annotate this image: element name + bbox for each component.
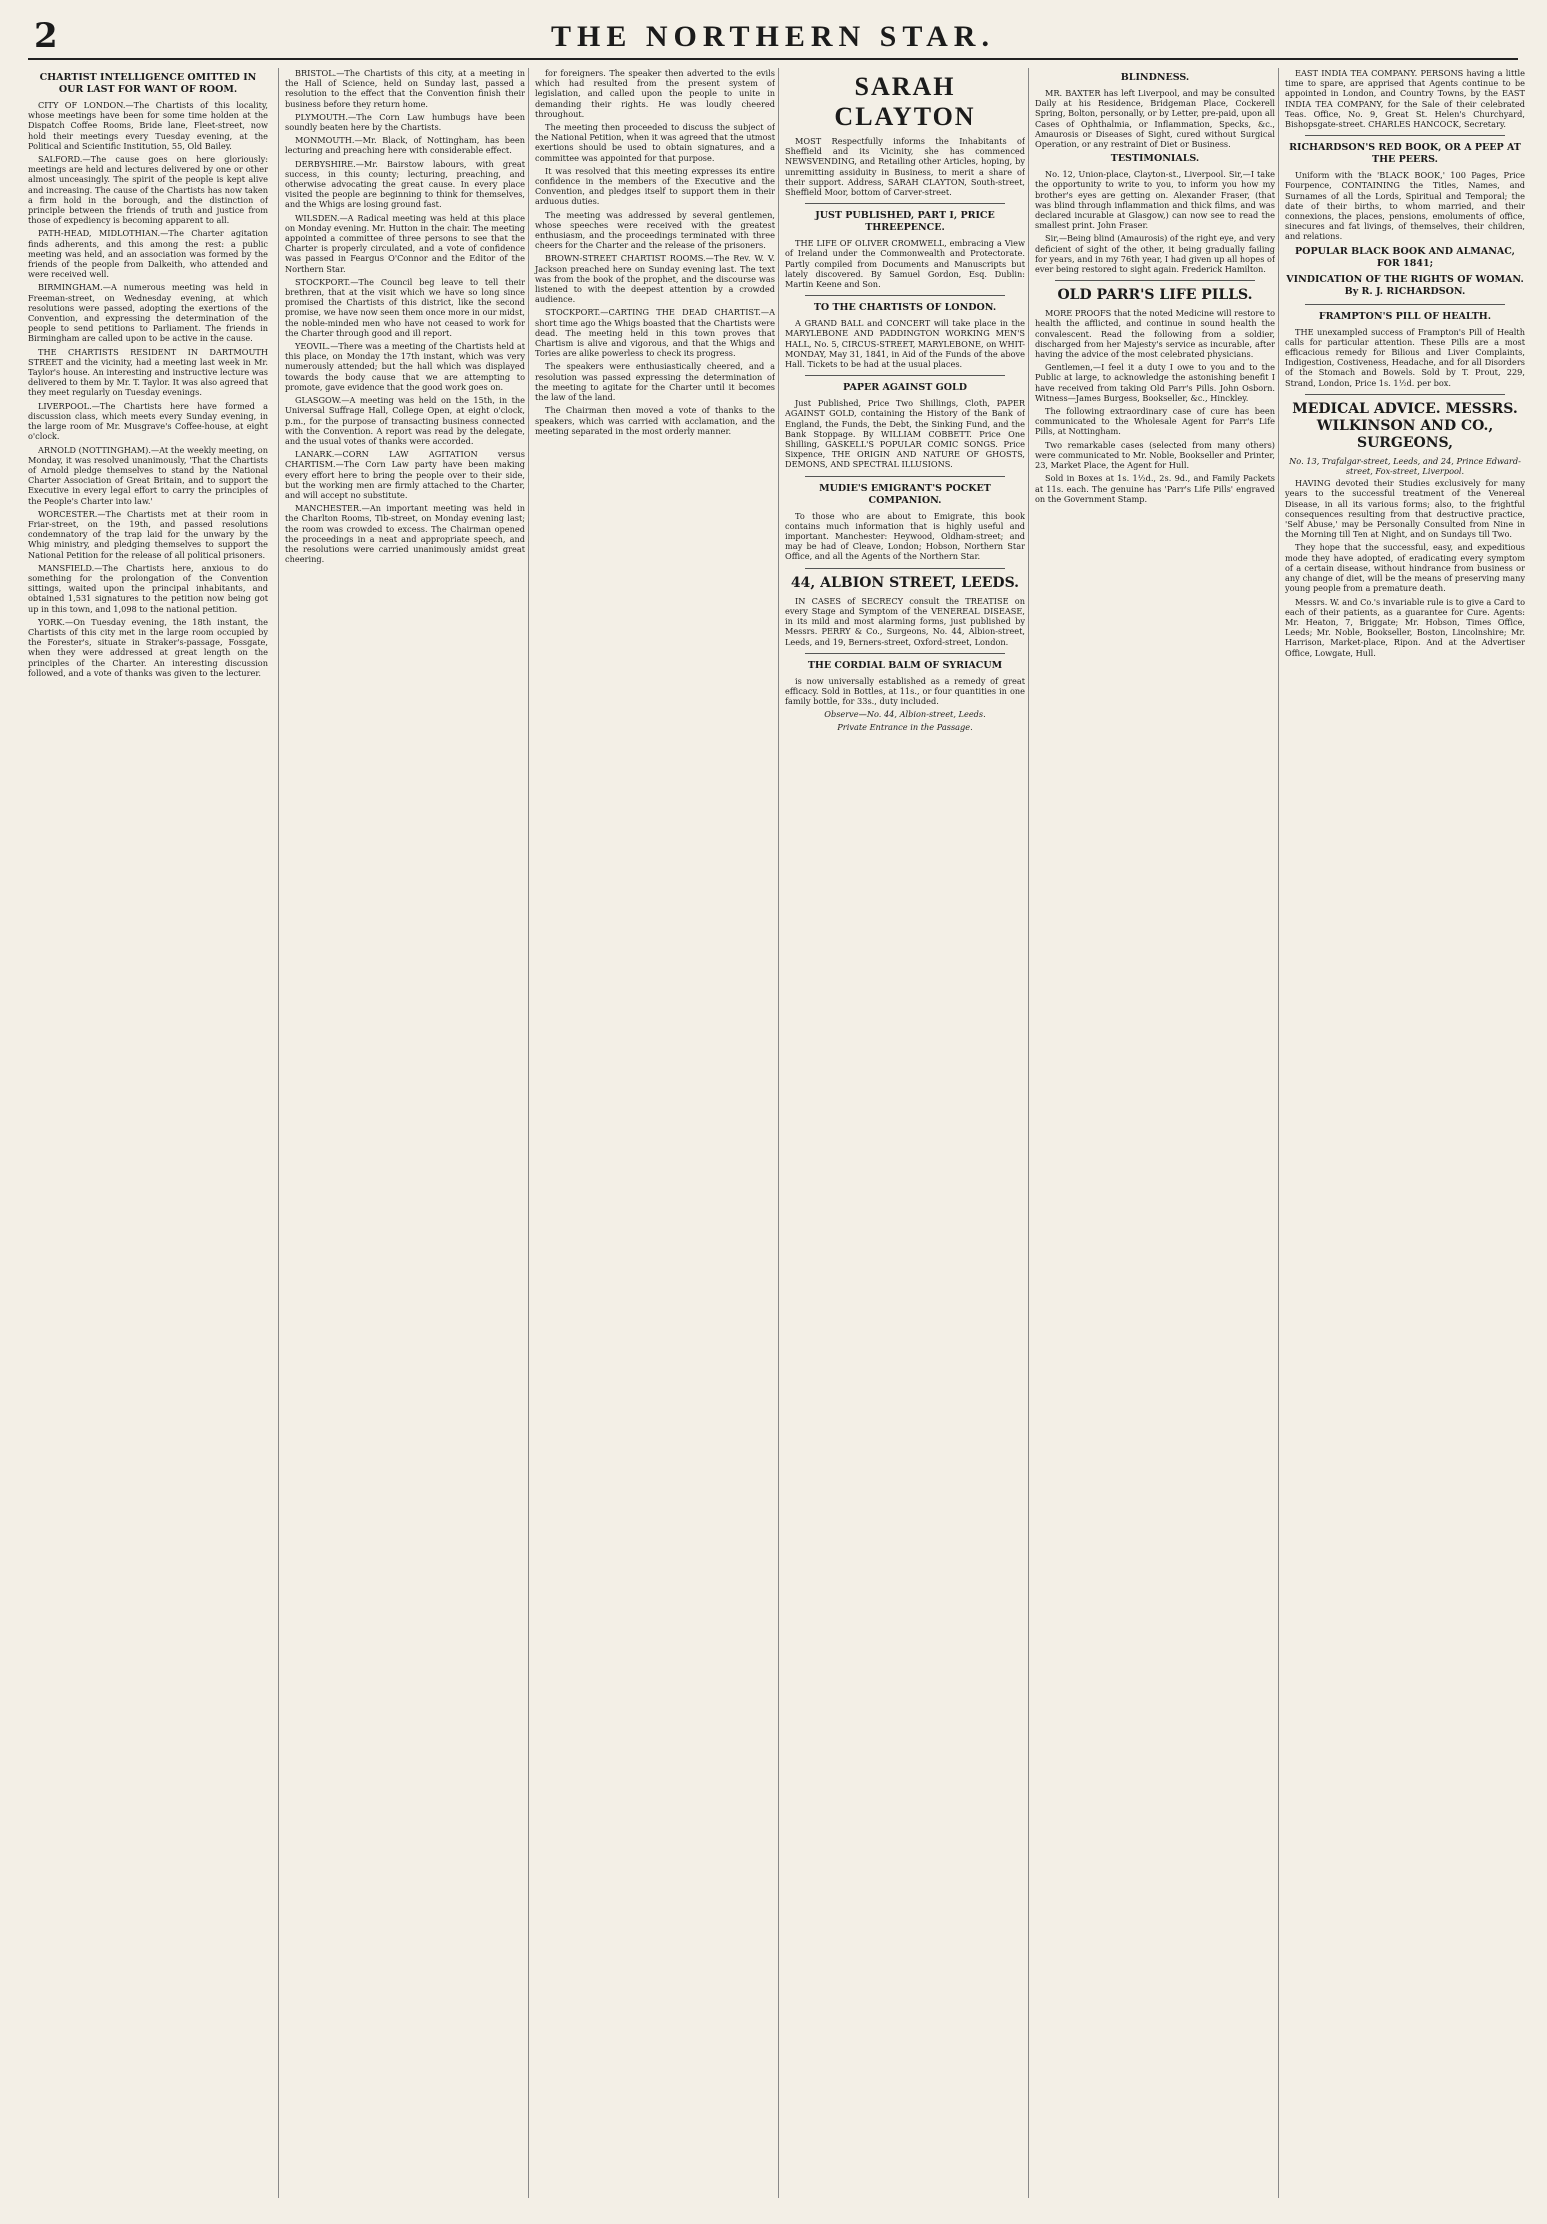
article-paragraph: YEOVIL.—There was a meeting of the Chartists held at this place, on Monday the 17th instant, which was very numerously attended; but the hall which was displayed towards the body cause that we are attempting to promote, gave evidence that the good work goes on.: [285, 341, 525, 392]
ad-text: is now universally established as a remedy of great efficacy. Sold in Bottles, at 11s., or four quantities in one family bottle, for 33s., duty included.: [785, 675, 1025, 707]
ad-text: No. 12, Union-place, Clayton-st., Liverpool. Sir,—I take the opportunity to write to you, to inform you how my brother's eyes are getting on. Alexander Fraser, (that was blind through inflammation and thick films, and was declared incurable at Glasgow,) can now see to read the smallest print. John Fraser.: [1035, 169, 1275, 231]
columns: [28, 68, 1525, 2208]
article-paragraph: It was resolved that this meeting expresses its entire confidence in the members of the Executive and the Convention, and pledges itself to support them in their arduous duties.: [535, 165, 775, 207]
column-6: [1278, 68, 1525, 2198]
ad-heading-framptons: FRAMPTON'S PILL OF HEALTH.: [1318, 310, 1492, 322]
ad-text: Gentlemen,—I feel it a duty I owe to you and to the Public at large, to acknowledge the astonishing benefit I have received from taking Old Parr's Pills. John Osborn. Witness—James Burgess, Bookseller, &c., Hinckley.: [1035, 362, 1275, 403]
article-paragraph: CITY OF LONDON.—The Chartists of this locality, whose meetings have been for some time holden at the Dispatch Coffee Rooms, Bride lane, Fleet-street, now hold their meetings every Tuesday evening, at the Political and Scientific Institution, 55, Old Bailey.: [28, 100, 268, 151]
divider: [1305, 304, 1505, 305]
paper-title: THE NORTHERN STAR.: [551, 20, 995, 53]
divider: [1305, 135, 1505, 136]
divider: [1305, 394, 1505, 395]
article-paragraph: The meeting was addressed by several gentlemen, whose speeches were received with the greatest enthusiasm, and the proceedings terminated with three cheers for the Charter and the release of the prisoners.: [535, 209, 775, 251]
divider: [805, 295, 1005, 296]
divider: [805, 476, 1005, 477]
article-paragraph: YORK.—On Tuesday evening, the 18th instant, the Chartists of this city met in the large room occupied by the Forester's, situate in Straker's-passage, Fossgate, when they were addressed at great length on the principles of the Charter. An interesting discussion followed, and a vote of thanks was given to the lecturer.: [28, 616, 268, 678]
ad-footer: Observe—No. 44, Albion-street, Leeds.: [824, 709, 986, 720]
article-paragraph: WILSDEN.—A Radical meeting was held at this place on Monday evening. Mr. Hutton in the chair. The meeting appointed a committee of three persons to see that the Charter is properly circulated, and a vote of confidence was passed in Feargus O'Connor and the Editor of the Northern Star.: [285, 212, 525, 274]
ad-heading: PAPER AGAINST GOLD: [843, 382, 967, 394]
ad-text: Just Published, Price Two Shillings, Cloth, PAPER AGAINST GOLD, containing the History of the Bank of England, the Funds, the Debt, the Sinking Fund, and the Bank Stoppage. By WILLIAM COBBETT. Price One Shilling, GASKELL'S POPULAR COMIC SONGS. Price Sixpence, THE ORIGIN AND NATURE OF GHOSTS, DEMONS, AND SPECTRAL ILLUSIONS.: [785, 398, 1025, 470]
ad-heading: TO THE CHARTISTS OF LONDON.: [813, 302, 997, 314]
ad-text: MORE PROOFS that the noted Medicine will restore to health the afflicted, and continue in sound health the convalescent. Read the following from a soldier, discharged from her Majesty's service as incurable, after having the advice of the most celebrated physicians.: [1035, 308, 1275, 360]
article-paragraph: The speakers were enthusiastically cheered, and a resolution was passed expressing the determination of the meeting to agitate for the Charter until it becomes the law of the land.: [535, 361, 775, 403]
article-paragraph: WORCESTER.—The Chartists met at their room in Friar-street, on the 19th, and passed resolutions condemnatory of the trap laid for the unwary by the Whig ministry, and pledging themselves to support the National Petition for the release of all political prisoners.: [28, 508, 268, 560]
ad-text: The following extraordinary case of cure has been communicated to the Wholesale Agent for Parr's Life Pills, at Nottingham.: [1035, 406, 1275, 437]
article-paragraph: BIRMINGHAM.—A numerous meeting was held in Freeman-street, on Wednesday evening, at which resolutions were passed, adopting the exertions of the Convention, and expressing the determination of the people to send petitions to Parliament. The friends in Birmingham are called upon to be active in the cause.: [28, 282, 268, 344]
article-paragraph: MANSFIELD.—The Chartists here, anxious to do something for the prolongation of the Convention sittings, waited upon the principal inhabitants, and obtained 1,531 signatures to the petition now being got up in this town, and 1,098 to the national petition.: [28, 562, 268, 614]
article-paragraph: GLASGOW.—A meeting was held on the 15th, in the Universal Suffrage Hall, College Open, at eight o'clock, p.m., for the purpose of transacting business connected with the Convention. A report was read by the delegate, and the usual votes of thanks were accorded.: [285, 395, 525, 446]
article-paragraph: PATH-HEAD, MIDLOTHIAN.—The Charter agitation finds adherents, and this among the rest: a public meeting was held, and an association was formed by the friends of the people from Dalkeith, who attended and were received well.: [28, 228, 268, 280]
column-2: [278, 68, 525, 2198]
column-1: [28, 68, 268, 2198]
ad-text: EAST INDIA TEA COMPANY. PERSONS having a little time to spare, are apprised that Agents continue to be appointed in London, and Country Towns, by the EAST INDIA TEA COMPANY, for the Sale of their celebrated Teas. Office, No. 9, Great St. Helen's Churchyard, Bishopsgate-street. CHARLES HANCOCK, Secretary.: [1285, 68, 1525, 130]
divider: [805, 375, 1005, 376]
ad-text: THE LIFE OF OLIVER CROMWELL, embracing a View of Ireland under the Commonwealth and Protectorate. Partly compiled from Documents and Manuscripts but lately discovered. By Samuel Gordon, Esq. Dublin: Martin Keene and Son.: [785, 238, 1025, 290]
article-paragraph: PLYMOUTH.—The Corn Law humbugs have been soundly beaten here by the Chartists.: [285, 111, 525, 133]
article-paragraph: for foreigners. The speaker then adverted to the evils which had resulted from the present system of legislation, and called upon the people to unite in demanding their rights. He was loudly cheered throughout.: [535, 68, 775, 119]
article-paragraph: THE CHARTISTS RESIDENT IN DARTMOUTH STREET and the vicinity, had a meeting last week in Mr. Taylor's house. An interesting and instructive lecture was delivered to them by Mr. T. Taylor. It was also agreed that they meet regularly on Tuesday evenings.: [28, 346, 268, 398]
page-number: 2: [34, 16, 58, 56]
article-paragraph: LANARK.—CORN LAW AGITATION versus CHARTISM.—The Corn Law party have been making every effort here to bring the people over to their side, but the working men are firmly attached to the Charter, and will accept no substitute.: [285, 449, 525, 500]
ad-heading-medical-advice: MEDICAL ADVICE. MESSRS. WILKINSON AND CO., SURGEONS,: [1292, 400, 1518, 451]
article-paragraph: DERBYSHIRE.—Mr. Bairstow labours, with great success, in this county; lecturing, preaching, and otherwise advocating the great cause. In every place visited the people are beginning to think for themselves, and the Whigs are losing ground fast.: [285, 158, 525, 210]
ad-text: MOST Respectfully informs the Inhabitants of Sheffield and its Vicinity, she has commenced NEWSVENDING, and Retailing other Articles, hoping, by unremitting assiduity in Business, to merit a share of their support. Address, SARAH CLAYTON, South-street, Sheffield Moor, bottom of Carver-street.: [785, 136, 1025, 198]
article-paragraph: BROWN-STREET CHARTIST ROOMS.—The Rev. W. V. Jackson preached here on Sunday evening last. The text was from the book of the prophet, and the discourse was listened to with the deepest attention by a crowded audience.: [535, 253, 775, 305]
subheading-rights-of-woman: VINDICATION OF THE RIGHTS OF WOMAN. By R. J. RICHARDSON.: [1286, 273, 1524, 297]
article-paragraph: The Chairman then moved a vote of thanks to the speakers, which was carried with acclamation, and the meeting separated in the most orderly manner.: [535, 405, 775, 436]
subheading-testimonials: TESTIMONIALS.: [1110, 153, 1200, 165]
divider: [805, 653, 1005, 654]
ad-footer-entrance: Private Entrance in the Passage.: [837, 721, 973, 732]
ad-text: Sold in Boxes at 1s. 1½d., 2s. 9d., and Family Packets at 11s. each. The genuine has 'Parr's Life Pills' engraved on the Government Stamp.: [1035, 473, 1275, 504]
article-paragraph: STOCKPORT.—CARTING THE DEAD CHARTIST.—A short time ago the Whigs boasted that the Chartists were dead. The meeting held in this town proves that Chartism is alive and vigorous, and that the Whigs and Tories are alike powerless to check its progress.: [535, 307, 775, 359]
ad-text: A GRAND BALL and CONCERT will take place in the MARYLEBONE AND PADDINGTON WORKING MEN'S HALL, No. 5, CIRCUS-STREET, MARYLEBONE, on WHIT-MONDAY, May 31, 1841, in Aid of the Funds of the above Hall. Tickets to be had at the usual places.: [785, 318, 1025, 370]
column-3: [528, 68, 775, 2198]
ad-title-sarah-clayton: SARAH CLAYTON: [834, 72, 976, 131]
col1-heading: CHARTIST INTELLIGENCE OMITTED IN OUR LAST FOR WANT OF ROOM.: [39, 72, 257, 95]
ad-text: Messrs. W. and Co.'s invariable rule is to give a Card to each of their patients, as a guarantee for Cure. Agents: Mr. Heaton, 7, Briggate; Mr. Hobson, Times Office, Leeds; Mr. Noble, Bookseller, Boston, Lincolnshire; Mr. Harrison, Market-place, Ripon. And at the Advertiser Office, Lowgate, Hull.: [1285, 596, 1525, 658]
ad-text: Two remarkable cases (selected from many others) were communicated to Mr. Noble, Bookseller and Printer, 23, Market Place, the Agent for Hull.: [1035, 439, 1275, 471]
ad-text: MR. BAXTER has left Liverpool, and may be consulted Daily at his Residence, Bridgeman Place, Cockerell Spring, Bolton, personally, or by Letter, pre-paid, upon all Cases of Ophthalmia, or Inflammation, Specks, &c., Amaurosis or Diseases of Sight, cured without Surgical Operation, or any restraint of Diet or Business.: [1035, 88, 1275, 150]
subheading-black-book: POPULAR BLACK BOOK AND ALMANAC, FOR 1841;: [1295, 245, 1515, 269]
ad-text: IN CASES of SECRECY consult the TREATISE on every Stage and Symptom of the VENEREAL DISEASE, in its mild and most alarming forms, just published by Messrs. PERRY & Co., Surgeons, No. 44, Albion-street, Leeds, and 19, Berners-street, Oxford-street, London.: [785, 595, 1025, 647]
article-paragraph: SALFORD.—The cause goes on here gloriously: meetings are held and lectures delivered by one or other almost unceasingly. The spirit of the people is kept alive and increasing. The cause of the Chartists has now taken a firm hold in the borough, and the distinction of principle between the friends of truth and justice from those of expediency is becoming apparent to all.: [28, 154, 268, 226]
ad-address: No. 13, Trafalgar-street, Leeds, and 24, Prince Edward-street, Fox-street, Liverpool.: [1289, 455, 1521, 477]
divider: [805, 203, 1005, 204]
ad-text: Uniform with the 'BLACK BOOK,' 100 Pages, Price Fourpence, CONTAINING the Titles, Names, and Surnames of all the Lords, Spiritual and Temporal; the date of their births, to whom married, and their connexions, the places, pensions, emoluments of office, sinecures and fat livings, of themselves, their children, and relations.: [1285, 170, 1525, 242]
ad-heading-red-book: RICHARDSON'S RED BOOK, OR A PEEP AT THE PEERS.: [1289, 142, 1521, 166]
ad-heading: THE CORDIAL BALM OF SYRIACUM: [807, 659, 1003, 671]
article-paragraph: MANCHESTER.—An important meeting was held in the Charlton Rooms, Tib-street, on Monday evening last; the room was crowded to excess. The Chairman opened the proceedings in a neat and appropriate speech, and the resolutions were carried unanimously amidst great cheering.: [285, 503, 525, 565]
divider: [1055, 280, 1255, 281]
divider: [805, 568, 1005, 569]
ad-heading: MUDIE'S EMIGRANT'S POCKET COMPANION.: [819, 482, 991, 506]
ad-heading-old-parrs: OLD PARR'S LIFE PILLS.: [1057, 287, 1253, 304]
column-4: [778, 68, 1025, 2198]
ad-heading-albion-street: 44, ALBION STREET, LEEDS.: [790, 574, 1020, 591]
article-paragraph: LIVERPOOL.—The Chartists here have formed a discussion class, which meets every Sunday evening, in the large room of Mr. Musgrave's Coffee-house, at eight o'clock.: [28, 400, 268, 442]
masthead: [28, 14, 1518, 60]
ad-text: THE unexampled success of Frampton's Pill of Health calls for particular attention. These Pills are a most efficacious remedy for Bilious and Liver Complaints, Indigestion, Costiveness, Headache, and for all Disorders of the Stomach and Bowels. Sold by T. Prout, 229, Strand, London, Price 1s. 1½d. per box.: [1285, 326, 1525, 388]
ad-text: Sir,—Being blind (Amaurosis) of the right eye, and very deficient of sight of the other, it being gradually failing for years, and in my 76th year, I had given up all hopes of ever being restored to sight again. Frederick Hamilton.: [1035, 233, 1275, 275]
ad-text: They hope that the successful, easy, and expeditious mode they have adopted, of eradicating every symptom of a certain disease, without hindrance from business or any change of diet, will be the means of preserving many young people from a premature death.: [1285, 542, 1525, 594]
column-5: [1028, 68, 1275, 2198]
ad-text: HAVING devoted their Studies exclusively for many years to the successful treatment of the Venereal Disease, in all its various forms; also, to the frightful consequences resulting from that destructive practice, 'Self Abuse,' may be Personally Consulted from Nine in the Morning till Ten at Night, and on Sundays till Two.: [1285, 478, 1525, 540]
article-paragraph: ARNOLD (NOTTINGHAM).—At the weekly meeting, on Monday, it was resolved unanimously, 'That the Chartists of Arnold pledge themselves to stand by the National Charter Association of Great Britain, and to support the Executive in every legal effort to carry the principles of the People's Charter into law.': [28, 444, 268, 506]
article-paragraph: MONMOUTH.—Mr. Black, of Nottingham, has been lecturing and preaching here with considerable effect.: [285, 135, 525, 156]
ad-heading: JUST PUBLISHED, PART I, PRICE THREEPENCE.: [815, 210, 995, 234]
article-paragraph: BRISTOL.—The Chartists of this city, at a meeting in the Hall of Science, held on Sunday last, passed a resolution to the effect that the Convention finish their business before they return home.: [285, 68, 525, 109]
ad-heading-blindness: BLINDNESS.: [1120, 72, 1190, 83]
article-paragraph: STOCKPORT.—The Council beg leave to tell their brethren, that at the visit which we have so long since promised the Chartists of this district, like the second promise, we have now seen them once more in our midst, the noble-minded men who have not ceased to work for the Charter through good and ill report.: [285, 276, 525, 338]
article-paragraph: The meeting then proceeded to discuss the subject of the National Petition, when it was agreed that the utmost exertions should be used to obtain signatures, and a committee was appointed for that purpose.: [535, 122, 775, 163]
ad-text: To those who are about to Emigrate, this book contains much information that is highly useful and important. Manchester: Heywood, Oldham-street; and may be had of Cleave, London; Hobson, Northern Star Office, and all the Agents of the Northern Star.: [785, 510, 1025, 562]
